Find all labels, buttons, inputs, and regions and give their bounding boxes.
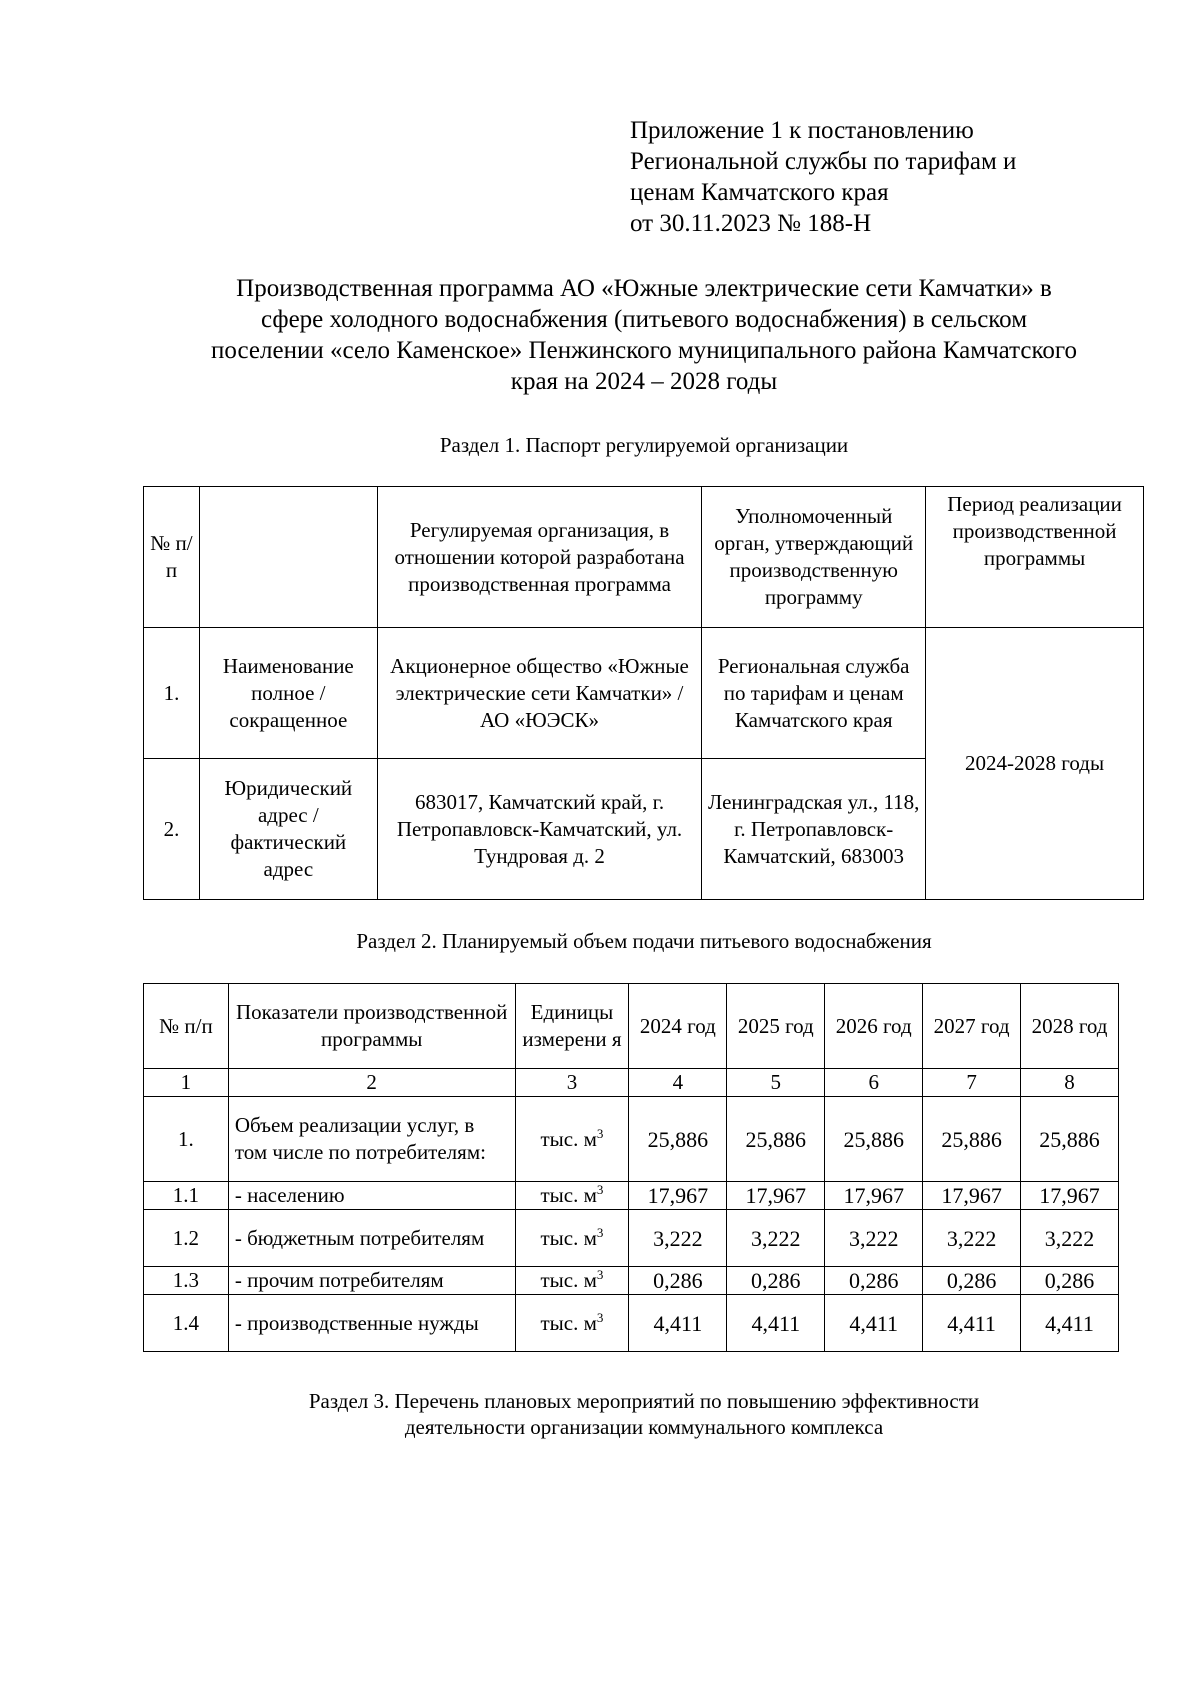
row-value: 25,886 — [923, 1097, 1021, 1182]
row-value: 17,967 — [727, 1182, 825, 1210]
passport-table — [143, 486, 1144, 900]
unit-exponent: 3 — [596, 1182, 604, 1197]
table-row — [144, 1267, 1119, 1295]
header-year: 2024 год — [629, 984, 727, 1069]
header-year: 2026 год — [825, 984, 923, 1069]
header-unit: Единицы измерени я — [515, 984, 629, 1069]
row-num: 1. — [144, 1097, 229, 1182]
unit-text: тыс. м — [540, 1126, 597, 1151]
row-value: 25,886 — [629, 1097, 727, 1182]
row-label: Наименование полное / сокращенное — [199, 628, 377, 759]
column-index: 1 — [144, 1069, 229, 1097]
header-year: 2028 год — [1021, 984, 1119, 1069]
row-value: 3,222 — [727, 1210, 825, 1267]
section-3-heading — [143, 1388, 1145, 1440]
row-value: 3,222 — [629, 1210, 727, 1267]
passport-row — [144, 628, 1144, 759]
row-value: 0,286 — [727, 1267, 825, 1295]
unit-text: тыс. м — [540, 1225, 597, 1250]
row-unit — [515, 1097, 629, 1182]
table-row — [144, 1210, 1119, 1267]
title-line-3: поселении «село Каменское» Пенжинского муниципального района Камчатского — [211, 337, 1077, 364]
row-value: 0,286 — [923, 1267, 1021, 1295]
row-value: 4,411 — [825, 1295, 923, 1352]
table-row — [144, 1182, 1119, 1210]
row-unit — [515, 1182, 629, 1210]
row-indicator: - бюджетным потребителям — [228, 1210, 515, 1267]
title-line-1: Производственная программа АО «Южные электрические сети Камчатки» в — [236, 275, 1052, 302]
column-index-row — [144, 1069, 1119, 1097]
period-value: 2024-2028 годы — [926, 628, 1144, 900]
row-num: 2. — [144, 759, 200, 900]
appendix-line-3: ценам Камчатского края — [630, 179, 889, 206]
row-unit — [515, 1295, 629, 1352]
title-line-4: края на 2024 – 2028 годы — [510, 368, 778, 395]
row-indicator: - производственные нужды — [228, 1295, 515, 1352]
unit-text: тыс. м — [540, 1268, 597, 1292]
row-org: Акционерное общество «Южные электрические сети Камчатки» / АО «ЮЭСК» — [377, 628, 702, 759]
header-authority: Уполномоченный орган, утверждающий производственную программу — [702, 487, 926, 628]
row-value: 0,286 — [1021, 1267, 1119, 1295]
row-unit — [515, 1210, 629, 1267]
row-value: 4,411 — [629, 1295, 727, 1352]
table-row — [144, 1097, 1119, 1182]
volume-table — [143, 983, 1119, 1352]
column-index: 4 — [629, 1069, 727, 1097]
appendix-reference — [630, 115, 1150, 239]
unit-exponent: 3 — [596, 1125, 604, 1141]
row-value: 17,967 — [629, 1182, 727, 1210]
unit-exponent: 3 — [596, 1267, 604, 1282]
document-title — [100, 273, 1188, 397]
unit-text: тыс. м — [540, 1310, 597, 1335]
row-value: 25,886 — [727, 1097, 825, 1182]
unit-text: тыс. м — [540, 1183, 597, 1207]
appendix-line-1: Приложение 1 к постановлению — [630, 117, 974, 144]
volume-header-row — [144, 984, 1119, 1069]
row-indicator: - населению — [228, 1182, 515, 1210]
row-value: 3,222 — [923, 1210, 1021, 1267]
row-value: 4,411 — [727, 1295, 825, 1352]
row-value: 0,286 — [629, 1267, 727, 1295]
header-year: 2027 год — [923, 984, 1021, 1069]
row-value: 17,967 — [825, 1182, 923, 1210]
row-authority: Ленинградская ул., 118, г. Петропавловск-Камчатский, 683003 — [702, 759, 926, 900]
section-3-heading-line-1: Раздел 3. Перечень плановых мероприятий по повышению эффективности — [308, 1389, 980, 1413]
row-num: 1.4 — [144, 1295, 229, 1352]
row-indicator: - прочим потребителям — [228, 1267, 515, 1295]
header-period: Период реализации производственной программы — [926, 487, 1144, 628]
column-index: 8 — [1021, 1069, 1119, 1097]
row-num: 1. — [144, 628, 200, 759]
unit-exponent: 3 — [596, 1224, 604, 1240]
header-org: Регулируемая организация, в отношении которой разработана производственная программа — [377, 487, 702, 628]
appendix-line-2: Региональной службы по тарифам и — [630, 148, 1017, 175]
row-label: Юридический адрес / фактический адрес — [199, 759, 377, 900]
row-num: 1.2 — [144, 1210, 229, 1267]
row-indicator: Объем реализации услуг, в том числе по потребителям: — [228, 1097, 515, 1182]
column-index: 6 — [825, 1069, 923, 1097]
column-index: 5 — [727, 1069, 825, 1097]
row-num: 1.1 — [144, 1182, 229, 1210]
section-3-heading-line-2: деятельности организации коммунального комплекса — [404, 1415, 884, 1439]
row-org: 683017, Камчатский край, г. Петропавловск-Камчатский, ул. Тундровая д. 2 — [377, 759, 702, 900]
column-index: 7 — [923, 1069, 1021, 1097]
header-indicator: Показатели производственной программы — [228, 984, 515, 1069]
title-line-2: сфере холодного водоснабжения (питьевого водоснабжения) в сельском — [260, 306, 1028, 333]
column-index: 3 — [515, 1069, 629, 1097]
passport-header-row — [144, 487, 1144, 628]
row-value: 17,967 — [923, 1182, 1021, 1210]
row-value: 25,886 — [825, 1097, 923, 1182]
column-index: 2 — [228, 1069, 515, 1097]
header-num: № п/п — [144, 487, 200, 628]
row-value: 4,411 — [923, 1295, 1021, 1352]
row-value: 3,222 — [1021, 1210, 1119, 1267]
appendix-line-4: от 30.11.2023 № 188-Н — [630, 210, 872, 237]
row-value: 25,886 — [1021, 1097, 1119, 1182]
unit-exponent: 3 — [596, 1309, 604, 1325]
row-unit — [515, 1267, 629, 1295]
section-2-heading: Раздел 2. Планируемый объем подачи питьевого водоснабжения — [356, 929, 932, 953]
header-year: 2025 год — [727, 984, 825, 1069]
row-value: 3,222 — [825, 1210, 923, 1267]
section-1-heading: Раздел 1. Паспорт регулируемой организации — [439, 433, 849, 457]
row-authority: Региональная служба по тарифам и ценам Камчатского края — [702, 628, 926, 759]
row-value: 4,411 — [1021, 1295, 1119, 1352]
row-value: 0,286 — [825, 1267, 923, 1295]
header-num: № п/п — [144, 984, 229, 1069]
row-num: 1.3 — [144, 1267, 229, 1295]
header-empty — [199, 487, 377, 628]
table-row — [144, 1295, 1119, 1352]
row-value: 17,967 — [1021, 1182, 1119, 1210]
